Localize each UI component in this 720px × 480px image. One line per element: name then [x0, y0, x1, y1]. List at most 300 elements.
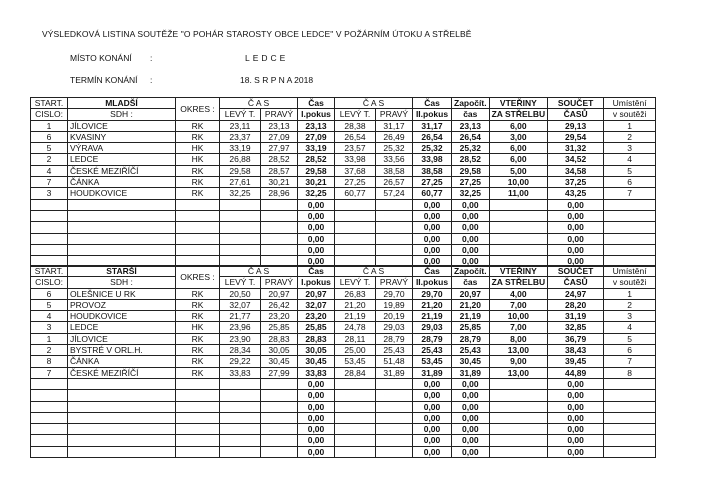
- place-label: MÍSTO KONÁNÍ: [70, 53, 132, 63]
- cell-left-2: [335, 210, 376, 221]
- cell-right-2: 20,19: [376, 311, 413, 322]
- cell-left-1: 23,90: [220, 333, 261, 344]
- cell-place: [604, 222, 656, 233]
- cell-time-1: 33,83: [298, 367, 335, 378]
- cell-left-1: [220, 222, 261, 233]
- cell-okres: HK: [176, 322, 220, 333]
- cell-shooting: 6,00: [489, 120, 548, 131]
- cell-total: 0,00: [548, 435, 604, 446]
- cell-place: 1: [604, 288, 656, 299]
- cell-left-1: [220, 199, 261, 210]
- table-row: [31, 435, 705, 446]
- cell-left-2: 60,77: [335, 188, 376, 199]
- table-row: [31, 446, 705, 457]
- header-vteriny-a: VTEŘINY: [489, 98, 548, 109]
- table-row: [31, 154, 705, 165]
- cell-okres: RK: [176, 356, 220, 367]
- header-zapoc-a: Započít.: [452, 266, 490, 277]
- table-row: [31, 288, 705, 299]
- cell-counted: 21,19: [452, 311, 490, 322]
- cell-start: [31, 199, 68, 210]
- cell-time-2: 60,77: [413, 188, 452, 199]
- cell-time-1: 27,09: [298, 131, 335, 142]
- cell-team: [68, 210, 176, 221]
- cell-start: 1: [31, 333, 68, 344]
- cell-time-2: 0,00: [413, 412, 452, 423]
- table-row: [31, 424, 705, 435]
- cell-left-2: [335, 401, 376, 412]
- cell-team: PROVOZ: [68, 299, 176, 310]
- cell-start: [31, 435, 68, 446]
- cell-right-1: 25,85: [261, 322, 298, 333]
- table-row: [31, 299, 705, 310]
- cell-okres: RK: [176, 165, 220, 176]
- header-vteriny-b: ZA STŘELBU: [489, 277, 548, 288]
- cell-time-1: 0,00: [298, 390, 335, 401]
- cell-team: ČÁNKA: [68, 356, 176, 367]
- cell-time-1: 29,58: [298, 165, 335, 176]
- cell-time-2: 0,00: [413, 446, 452, 457]
- table-row: [31, 367, 705, 378]
- table-row: [31, 222, 705, 233]
- cell-shooting: [489, 424, 548, 435]
- cell-start: 4: [31, 311, 68, 322]
- cell-okres: [176, 233, 220, 244]
- cell-left-1: [220, 233, 261, 244]
- cell-left-1: 28,34: [220, 345, 261, 356]
- place-colon: :: [150, 53, 153, 63]
- cell-total: 43,25: [548, 188, 604, 199]
- cell-place: 7: [604, 356, 656, 367]
- cell-right-1: [261, 401, 298, 412]
- cell-shooting: [489, 222, 548, 233]
- header-zapoc-a: Započít.: [452, 98, 490, 109]
- cell-place: 2: [604, 131, 656, 142]
- header-pravy-1: PRAVÝ: [261, 109, 298, 120]
- cell-time-1: 0,00: [298, 256, 335, 267]
- cell-time-1: 23,13: [298, 120, 335, 131]
- cell-team: [68, 233, 176, 244]
- cell-team: [68, 244, 176, 255]
- cell-shooting: [489, 199, 548, 210]
- table-row: [31, 177, 705, 188]
- cell-time-2: 0,00: [413, 378, 452, 389]
- cell-counted: 31,89: [452, 367, 490, 378]
- cell-counted: 0,00: [452, 424, 490, 435]
- cell-right-2: [376, 390, 413, 401]
- cell-right-2: [376, 378, 413, 389]
- cell-right-2: [376, 244, 413, 255]
- header-pravy-1: PRAVÝ: [261, 277, 298, 288]
- cell-right-2: 29,70: [376, 288, 413, 299]
- cell-start: 5: [31, 143, 68, 154]
- cell-okres: [176, 424, 220, 435]
- cell-counted: 0,00: [452, 390, 490, 401]
- cell-place: [604, 390, 656, 401]
- cell-right-2: 51,48: [376, 356, 413, 367]
- cell-time-1: 0,00: [298, 412, 335, 423]
- cell-counted: 26,54: [452, 131, 490, 142]
- cell-left-2: 28,84: [335, 367, 376, 378]
- cell-left-1: [220, 401, 261, 412]
- cell-total: 24,97: [548, 288, 604, 299]
- cell-time-2: 53,45: [413, 356, 452, 367]
- cell-shooting: [489, 390, 548, 401]
- cell-counted: 0,00: [452, 233, 490, 244]
- cell-left-1: 23,37: [220, 131, 261, 142]
- cell-left-1: 23,11: [220, 120, 261, 131]
- cell-place: [604, 446, 656, 457]
- cell-counted: 0,00: [452, 199, 490, 210]
- cell-counted: 0,00: [452, 222, 490, 233]
- header-umisteni-a: Umístění: [604, 98, 656, 109]
- cell-time-2: 0,00: [413, 424, 452, 435]
- cell-right-1: [261, 424, 298, 435]
- cell-time-2: 0,00: [413, 435, 452, 446]
- header-cas1-b: I.pokus: [298, 277, 335, 288]
- cell-left-2: [335, 244, 376, 255]
- header-umisteni-a: Umístění: [604, 266, 656, 277]
- cell-left-1: 23,96: [220, 322, 261, 333]
- cell-counted: 0,00: [452, 446, 490, 457]
- cell-right-1: 28,83: [261, 333, 298, 344]
- cell-shooting: 7,00: [489, 299, 548, 310]
- cell-time-1: 0,00: [298, 233, 335, 244]
- cell-time-1: 0,00: [298, 401, 335, 412]
- cell-team: ČÁNKA: [68, 177, 176, 188]
- cell-okres: RK: [176, 333, 220, 344]
- cell-team: [68, 401, 176, 412]
- cell-team: [68, 424, 176, 435]
- cell-start: [31, 446, 68, 457]
- header-soucet-a: SOUČET: [548, 98, 604, 109]
- cell-total: 44,89: [548, 367, 604, 378]
- cell-start: 7: [31, 367, 68, 378]
- cell-shooting: 6,00: [489, 154, 548, 165]
- cell-right-1: 26,42: [261, 299, 298, 310]
- cell-right-2: [376, 424, 413, 435]
- cell-right-2: [376, 199, 413, 210]
- cell-time-1: 0,00: [298, 424, 335, 435]
- cell-left-1: 29,22: [220, 356, 261, 367]
- cell-time-1: 0,00: [298, 199, 335, 210]
- cell-place: 6: [604, 177, 656, 188]
- cell-left-2: 27,25: [335, 177, 376, 188]
- cell-team: OLEŠNICE U RK: [68, 288, 176, 299]
- cell-right-1: [261, 222, 298, 233]
- cell-total: 32,85: [548, 322, 604, 333]
- cell-shooting: 10,00: [489, 177, 548, 188]
- cell-right-1: [261, 233, 298, 244]
- cell-left-2: [335, 390, 376, 401]
- cell-time-1: 33,19: [298, 143, 335, 154]
- cell-place: [604, 233, 656, 244]
- cell-start: [31, 222, 68, 233]
- table-row: [31, 131, 705, 142]
- cell-place: [604, 244, 656, 255]
- cell-shooting: [489, 233, 548, 244]
- header-soucet-b: ČASŮ: [548, 277, 604, 288]
- cell-okres: [176, 244, 220, 255]
- cell-left-1: 27,61: [220, 177, 261, 188]
- cell-start: 3: [31, 322, 68, 333]
- cell-right-1: 27,97: [261, 143, 298, 154]
- cell-team: [68, 378, 176, 389]
- cell-left-2: 28,38: [335, 120, 376, 131]
- cell-counted: 27,25: [452, 177, 490, 188]
- cell-left-1: 33,19: [220, 143, 261, 154]
- cell-time-2: 0,00: [413, 390, 452, 401]
- header-umisteni-b: v soutěži: [604, 277, 656, 288]
- cell-time-1: 0,00: [298, 435, 335, 446]
- header-zapoc-b: čas: [452, 109, 490, 120]
- cell-right-1: 30,45: [261, 356, 298, 367]
- table-row: [31, 165, 705, 176]
- cell-okres: HK: [176, 143, 220, 154]
- date-label: TERMÍN KONÁNÍ: [70, 75, 138, 85]
- cell-time-2: 26,54: [413, 131, 452, 142]
- cell-time-1: 28,83: [298, 333, 335, 344]
- cell-left-2: 26,83: [335, 288, 376, 299]
- cell-shooting: 11,00: [489, 188, 548, 199]
- cell-place: [604, 378, 656, 389]
- cell-counted: 29,58: [452, 165, 490, 176]
- header-cas1-a: Čas: [298, 266, 335, 277]
- cell-place: [604, 210, 656, 221]
- cell-place: 2: [604, 299, 656, 310]
- cell-team: [68, 435, 176, 446]
- cell-right-2: [376, 435, 413, 446]
- cell-shooting: 8,00: [489, 333, 548, 344]
- header-cas2-a: Čas: [413, 98, 452, 109]
- table-row: [31, 210, 705, 221]
- cell-right-2: [376, 412, 413, 423]
- cell-counted: 0,00: [452, 412, 490, 423]
- cell-place: 1: [604, 120, 656, 131]
- header-umisteni-b: v soutěži: [604, 109, 656, 120]
- cell-left-2: [335, 435, 376, 446]
- cell-team: LEDCE: [68, 154, 176, 165]
- header-vteriny-b: ZA STŘELBU: [489, 109, 548, 120]
- cell-okres: RK: [176, 120, 220, 131]
- cell-time-2: 29,03: [413, 322, 452, 333]
- cell-total: 29,54: [548, 131, 604, 142]
- cell-shooting: [489, 244, 548, 255]
- cell-counted: 0,00: [452, 210, 490, 221]
- cell-time-2: 29,70: [413, 288, 452, 299]
- cell-time-2: 0,00: [413, 233, 452, 244]
- cell-team: [68, 222, 176, 233]
- cell-right-2: 26,57: [376, 177, 413, 188]
- cell-right-1: [261, 244, 298, 255]
- cell-total: 0,00: [548, 233, 604, 244]
- cell-left-2: 21,20: [335, 299, 376, 310]
- cell-okres: [176, 446, 220, 457]
- cell-total: 34,58: [548, 165, 604, 176]
- cell-time-1: 30,05: [298, 345, 335, 356]
- cell-time-1: 0,00: [298, 210, 335, 221]
- cell-left-1: 32,07: [220, 299, 261, 310]
- cell-start: [31, 401, 68, 412]
- cell-left-2: 26,54: [335, 131, 376, 142]
- cell-right-1: [261, 446, 298, 457]
- cell-team: LEDCE: [68, 322, 176, 333]
- header-cas2-a: Čas: [413, 266, 452, 277]
- cell-counted: 32,25: [452, 188, 490, 199]
- cell-left-2: 23,57: [335, 143, 376, 154]
- cell-left-1: [220, 378, 261, 389]
- cell-right-1: 23,13: [261, 120, 298, 131]
- cell-team: ČESKÉ MEZIŘÍČÍ: [68, 165, 176, 176]
- cell-total: 0,00: [548, 401, 604, 412]
- cell-right-2: 26,49: [376, 131, 413, 142]
- cell-shooting: 13,00: [489, 367, 548, 378]
- cell-place: 4: [604, 322, 656, 333]
- cell-shooting: 5,00: [489, 165, 548, 176]
- cell-time-2: 33,98: [413, 154, 452, 165]
- cell-okres: RK: [176, 131, 220, 142]
- cell-start: [31, 210, 68, 221]
- cell-place: 6: [604, 345, 656, 356]
- cell-place: 5: [604, 165, 656, 176]
- cell-place: 4: [604, 154, 656, 165]
- table-row: [31, 244, 705, 255]
- cell-left-1: [220, 412, 261, 423]
- cell-counted: 0,00: [452, 244, 490, 255]
- cell-start: [31, 412, 68, 423]
- cell-left-2: 28,11: [335, 333, 376, 344]
- cell-left-1: [220, 244, 261, 255]
- cell-time-1: 0,00: [298, 222, 335, 233]
- cell-left-2: [335, 199, 376, 210]
- header-cas-1: Č A S: [220, 98, 298, 109]
- cell-right-1: [261, 412, 298, 423]
- header-levy-1: LEVÝ T.: [220, 277, 261, 288]
- cell-place: 5: [604, 333, 656, 344]
- cell-total: 34,52: [548, 154, 604, 165]
- cell-right-2: [376, 210, 413, 221]
- cell-start: 1: [31, 120, 68, 131]
- cell-left-1: 21,77: [220, 311, 261, 322]
- cell-right-2: 19,89: [376, 299, 413, 310]
- cell-time-2: 28,79: [413, 333, 452, 344]
- cell-left-2: [335, 222, 376, 233]
- header-pravy-2: PRAVÝ: [376, 109, 413, 120]
- cell-total: 0,00: [548, 222, 604, 233]
- document-title: VÝSLEDKOVÁ LISTINA SOUTĚŽE "O POHÁR STAROSTY OBCE LEDCE" V POŽÁRNÍM ÚTOKU A STŘELBĚ: [42, 29, 472, 39]
- cell-right-2: 33,56: [376, 154, 413, 165]
- cell-left-2: 53,45: [335, 356, 376, 367]
- cell-time-1: 0,00: [298, 378, 335, 389]
- cell-right-1: 27,09: [261, 131, 298, 142]
- table-row: [31, 199, 705, 210]
- cell-start: [31, 233, 68, 244]
- header-soucet-b: ČASŮ: [548, 109, 604, 120]
- table-row: [31, 233, 705, 244]
- cell-right-2: 38,58: [376, 165, 413, 176]
- cell-counted: 30,45: [452, 356, 490, 367]
- table-row: [31, 311, 705, 322]
- cell-time-2: 0,00: [413, 244, 452, 255]
- cell-start: [31, 244, 68, 255]
- cell-total: 28,20: [548, 299, 604, 310]
- cell-okres: [176, 401, 220, 412]
- cell-left-1: 26,88: [220, 154, 261, 165]
- cell-shooting: 9,00: [489, 356, 548, 367]
- cell-time-1: 25,85: [298, 322, 335, 333]
- cell-counted: 0,00: [452, 256, 490, 267]
- results-table-younger: [30, 97, 705, 267]
- cell-right-1: 30,21: [261, 177, 298, 188]
- cell-team: HOUDKOVICE: [68, 188, 176, 199]
- header-levy-2: LEVÝ T.: [335, 277, 376, 288]
- cell-time-1: 0,00: [298, 244, 335, 255]
- cell-right-1: 30,05: [261, 345, 298, 356]
- cell-left-2: 24,78: [335, 322, 376, 333]
- cell-left-1: [220, 435, 261, 446]
- cell-okres: [176, 390, 220, 401]
- cell-time-1: 30,21: [298, 177, 335, 188]
- table-row: [31, 188, 705, 199]
- cell-okres: RK: [176, 299, 220, 310]
- header-pravy-2: PRAVÝ: [376, 277, 413, 288]
- cell-total: 0,00: [548, 446, 604, 457]
- table-row: [31, 401, 705, 412]
- cell-total: 38,43: [548, 345, 604, 356]
- cell-shooting: [489, 210, 548, 221]
- cell-shooting: 6,00: [489, 143, 548, 154]
- cell-left-1: [220, 390, 261, 401]
- cell-okres: HK: [176, 154, 220, 165]
- cell-left-1: 20,50: [220, 288, 261, 299]
- cell-total: 39,45: [548, 356, 604, 367]
- cell-time-2: 38,58: [413, 165, 452, 176]
- cell-start: 2: [31, 154, 68, 165]
- cell-left-2: [335, 412, 376, 423]
- cell-team: JÍLOVICE: [68, 333, 176, 344]
- cell-okres: RK: [176, 288, 220, 299]
- cell-team: JÍLOVICE: [68, 120, 176, 131]
- cell-total: 29,13: [548, 120, 604, 131]
- header-cas-2: Č A S: [335, 266, 413, 277]
- cell-right-1: 23,20: [261, 311, 298, 322]
- cell-place: 3: [604, 311, 656, 322]
- header-cas1-a: Čas: [298, 98, 335, 109]
- cell-counted: 20,97: [452, 288, 490, 299]
- cell-time-2: 31,17: [413, 120, 452, 131]
- cell-total: 31,32: [548, 143, 604, 154]
- cell-time-2: 0,00: [413, 401, 452, 412]
- cell-team: [68, 199, 176, 210]
- cell-okres: RK: [176, 311, 220, 322]
- cell-left-1: [220, 446, 261, 457]
- cell-shooting: 7,00: [489, 322, 548, 333]
- cell-right-1: 28,57: [261, 165, 298, 176]
- cell-time-1: 30,45: [298, 356, 335, 367]
- cell-right-2: 25,32: [376, 143, 413, 154]
- cell-time-2: 0,00: [413, 256, 452, 267]
- cell-left-2: 21,19: [335, 311, 376, 322]
- table-row: [31, 322, 705, 333]
- cell-counted: 28,52: [452, 154, 490, 165]
- cell-shooting: [489, 401, 548, 412]
- header-cislo: CISLO:: [31, 277, 68, 288]
- cell-team: HOUDKOVICE: [68, 311, 176, 322]
- cell-okres: [176, 412, 220, 423]
- cell-left-2: 33,98: [335, 154, 376, 165]
- cell-okres: RK: [176, 188, 220, 199]
- header-vteriny-a: VTEŘINY: [489, 266, 548, 277]
